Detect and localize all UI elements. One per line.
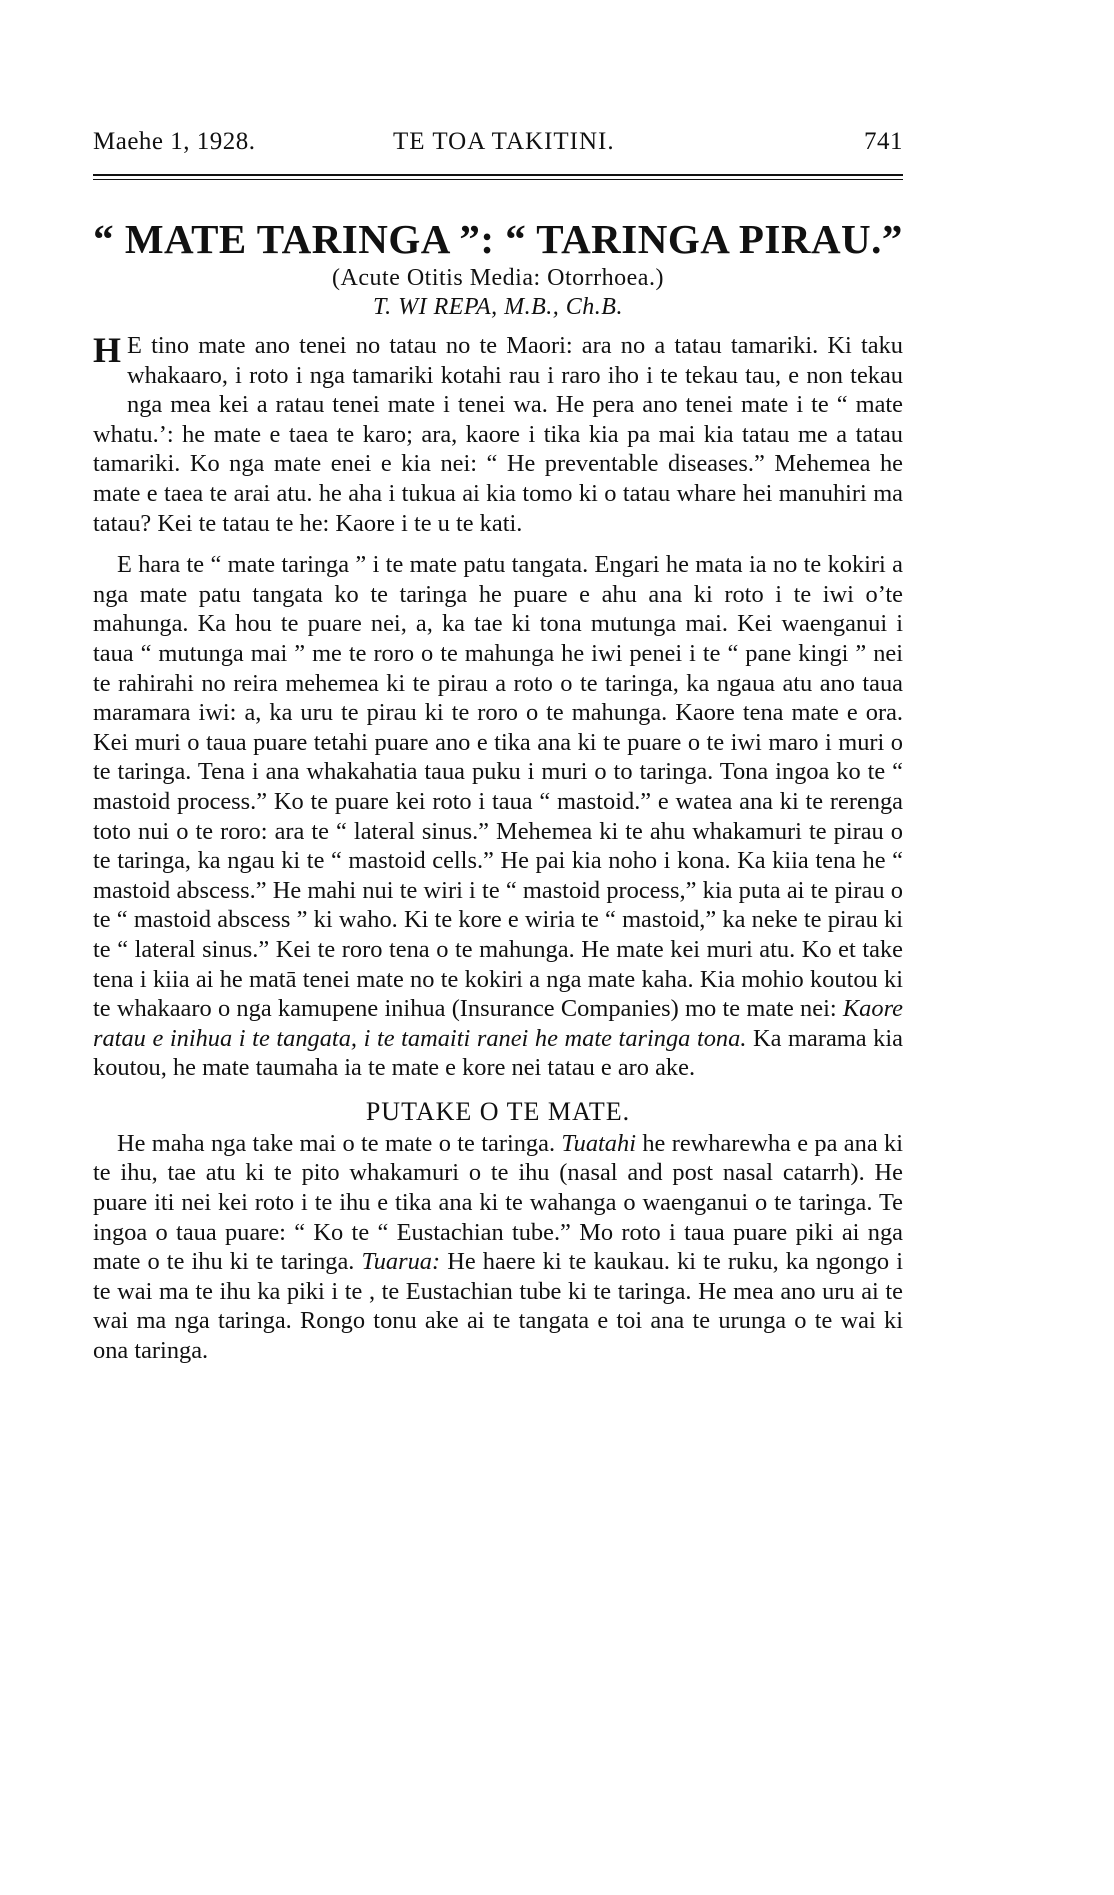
section-heading: PUTAKE O TE MATE. — [365, 1096, 631, 1126]
article-author: T. WI REPA, M.B., Ch.B. — [373, 294, 623, 321]
paragraph-3-text-b: he rewharewha e pa ana ki te ihu, tae atu ki te pito whakamuri o te ihu (nasal and post nasal catarrh). He puare iti nei kei roto i te ihu e tika ana ki te wahanga o waenganui o te taringa. Te ingoa o taua puare: “ Ko te “ Eustachian tube.” Mo roto i taua puare piki ai nga mate o te ihu ki te taringa. — [93, 1129, 903, 1276]
paragraph-3 — [93, 1129, 903, 1366]
paragraph-1-text: E tino mate ano tenei no tatau no te Maori: ara no a tatau tamariki. Ki taku whakaaro, i roto i nga tamariki kotahi rau i raro iho i te tekau tau, e non tekau nga mea kei a ratau tenei mate i tenei wa. He pera ano tenei mate i te “ mate whatu.’: he mate e taea te karo; ara, kaore i tika kia pa mai kia tatau me a tatau tamariki. Ko nga mate enei e kia nei: “ He preventable diseases.” Mehemea he mate e taea te arai atu. he aha i tukua ai kia tomo ki o tatau whare hei manuhiri ma tatau? Kei te tatau te he: Kaore i te u te kati. — [93, 332, 903, 537]
paragraph-2-italic: Kaore ratau e inihua i te tangata, i te tamaiti ranei he mate taringa tona. — [93, 995, 903, 1052]
paragraph-2-text-a: E hara te “ mate taringa ” i te mate patu tangata. Engari he mata ia no te kokiri a nga mate patu tangata ko te taringa he puare e ahu ana ki roto i te iwi o’te mahunga. Ka hou te puare nei, a, ka tae ki tona mutunga mai. Kei waenganui i taua “ mutunga mai ” me te roro o te mahunga he iwi penei i te “ pane kingi ” nei te rahirahi no reira mehemea ki te pirau a roto o te taringa, ka ngaua atu ano taua maramara iwi: a, ka uru te pirau ki te roro o te mahunga. Kaore tena mate e ora. Kei muri o taua puare tetahi puare ano e tika ana ki te puare o te iwi maro i muri o te taringa. Tena i ana whakahatia taua puku i muri o to taringa. Tona ingoa ko te “ mastoid process.” Ko te puare kei roto i taua “ mastoid.” e watea ana ki te rerenga toto nui o te roro: ara te “ lateral sinus.” Mehemea ki te ahu whakamuri te pirau o te taringa, ka ngau ki te “ mastoid cells.” He pai kia noho i kona. Ka kiia tena he “ mastoid abscess.” He mahi nui te wiri i te “ mastoid process,” kia puta ai te pirau o te “ mastoid abscess ” ki waho. Ki te kore e wiria te “ mastoid,” ka neke te pirau ki te “ lateral sinus.” Kei te roro tena o te mahunga. He mate kei muri atu. Ko et take tena i kiia ai he matā tenei mate no te kokiri a nga mate kaha. Kia mohio koutou ki te whakaaro o nga kamupene inihua (Insurance Companies) mo te mate nei: — [93, 551, 903, 1023]
header-publication: TE TOA TAKITINI. — [393, 128, 615, 155]
paragraph-3-text-a: He maha nga take mai o te mate o te taringa. — [117, 1129, 556, 1157]
article-title: “ MATE TARINGA ”: “ TARINGA PIRAU.” — [93, 216, 903, 262]
drop-cap: H — [93, 330, 122, 371]
running-header — [93, 100, 903, 155]
paragraph-3-italic-b: Tuarua: — [361, 1248, 441, 1276]
paragraph-3-text-c: He haere ki te kaukau. ki te ruku, ka ngongo i te wai ma te ihu ka piki i te , te Eustachian tube ki te taringa. He mea ano uru ai te wai ma nga taringa. Rongo tonu ake ai te tangata e toi ana te urunga o te wai ki ona taringa. — [93, 1248, 903, 1365]
header-rule — [93, 174, 903, 180]
paragraph-3-italic-a: Tuatahi — [561, 1129, 636, 1157]
header-date: Maehe 1, 1928. — [93, 128, 256, 155]
paragraph-2-text-b: Ka marama kia koutou, he mate taumaha ia te mate e kore nei tatau e aro ake. — [93, 1024, 903, 1082]
article-subtitle: (Acute Otitis Media: Otorrhoea.) — [332, 265, 664, 292]
header-page-number: 741 — [864, 128, 903, 155]
paragraph-1 — [93, 331, 903, 538]
paragraph-2 — [93, 550, 903, 1083]
document-page — [93, 100, 903, 1366]
